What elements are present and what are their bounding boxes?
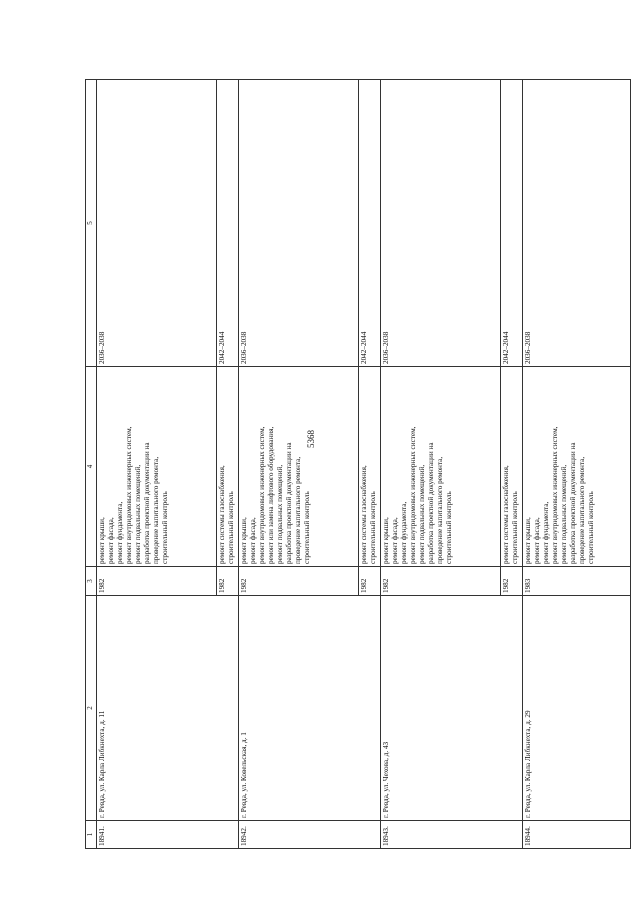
work-list (523, 367, 631, 567)
construction-year: 1982 (359, 567, 381, 596)
document-sheet (85, 79, 595, 849)
row-number: 18941. (97, 821, 239, 849)
work-list (239, 367, 359, 567)
work-item: строительный контроль (303, 491, 311, 564)
work-item: ремонт крыши, (382, 517, 390, 564)
construction-year: 1982 (501, 567, 523, 596)
construction-year: 1982 (97, 567, 217, 596)
work-item: ремонт крыши, (240, 517, 248, 564)
work-item: ремонт системы газоснабжения, (218, 465, 226, 564)
work-item: ремонт фундамента, (116, 501, 124, 564)
work-item: ремонт подвальных помещений, (276, 464, 284, 564)
work-item: ремонт фасада, (391, 517, 399, 564)
page-number: 5368 (306, 430, 316, 448)
work-item: проведение капитального ремонта, (152, 456, 160, 564)
construction-year: 1983 (523, 567, 631, 596)
repair-period: 2036–2038 (239, 80, 359, 367)
work-item: ремонт фундамента, (542, 501, 550, 564)
column-number-row (86, 80, 97, 849)
table-row (97, 80, 217, 849)
repair-schedule-table (85, 79, 631, 849)
construction-year: 1982 (381, 567, 501, 596)
building-address: г. Ревда, ул. Карла Либкнехта, д. 29 (523, 596, 631, 821)
work-list (97, 367, 217, 567)
work-item: строительный контроль (161, 491, 169, 564)
work-item: ремонт системы газоснабжения, (360, 465, 368, 564)
work-item: ремонт фасада, (249, 517, 257, 564)
repair-period: 2042–2044 (217, 80, 239, 367)
work-item: строительный контроль (511, 491, 519, 564)
work-item: разработка проектной документации на (569, 442, 577, 564)
work-item: ремонт крыши, (524, 517, 532, 564)
table-row (381, 80, 501, 849)
building-address: г. Ревда, ул. Карла Либкнехта, д. 11 (97, 596, 239, 821)
work-item: ремонт подвальных помещений, (560, 464, 568, 564)
repair-period: 2036–2038 (381, 80, 501, 367)
work-item: строительный контроль (227, 491, 235, 564)
work-list (217, 367, 239, 567)
work-item: ремонт или замена лифтового оборудования, (267, 426, 275, 564)
work-item: ремонт подвальных помещений, (134, 464, 142, 564)
column-header: 5 (86, 80, 97, 367)
work-item: ремонт фасада, (107, 517, 115, 564)
row-number: 18942. (239, 821, 381, 849)
work-list (359, 367, 381, 567)
work-item: строительный контроль (445, 491, 453, 564)
work-item: ремонт подвальных помещений, (418, 464, 426, 564)
work-item: проведение капитального ремонта, (436, 456, 444, 564)
work-item: ремонт внутридомовых инженерных систем, (125, 426, 133, 564)
row-number: 18944. (523, 821, 631, 849)
column-header: 4 (86, 367, 97, 567)
table-row (523, 80, 631, 849)
work-item: строительный контроль (369, 491, 377, 564)
work-list (501, 367, 523, 567)
work-item: разработка проектной документации на (285, 442, 293, 564)
repair-period: 2036–2038 (97, 80, 217, 367)
work-item: ремонт внутридомовых инженерных систем, (258, 426, 266, 564)
repair-period: 2042–2044 (501, 80, 523, 367)
column-header: 3 (86, 567, 97, 596)
repair-period: 2036–2038 (523, 80, 631, 367)
work-item: строительный контроль (587, 491, 595, 564)
work-list (381, 367, 501, 567)
repair-period: 2042–2044 (359, 80, 381, 367)
work-item: проведение капитального ремонта, (578, 456, 586, 564)
work-item: ремонт фасада, (533, 517, 541, 564)
work-item: проведение капитального ремонта, (294, 456, 302, 564)
work-item: ремонт внутридомовых инженерных систем, (551, 426, 559, 564)
column-header: 1 (86, 821, 97, 849)
construction-year: 1982 (239, 567, 359, 596)
construction-year: 1982 (217, 567, 239, 596)
work-item: разработка проектной документации на (427, 442, 435, 564)
row-number: 18943. (381, 821, 523, 849)
work-item: разработка проектной документации на (143, 442, 151, 564)
work-item: ремонт внутридомовых инженерных систем, (409, 426, 417, 564)
column-header: 2 (86, 596, 97, 821)
table-body (97, 80, 631, 849)
work-item: ремонт фундамента, (400, 501, 408, 564)
work-item: ремонт крыши, (98, 517, 106, 564)
building-address: г. Ревда, ул. Чехова, д. 43 (381, 596, 523, 821)
work-item: ремонт системы газоснабжения, (502, 465, 510, 564)
table-row (239, 80, 359, 849)
building-address: г. Ревда, ул. Ковельская, д. 1 (239, 596, 381, 821)
